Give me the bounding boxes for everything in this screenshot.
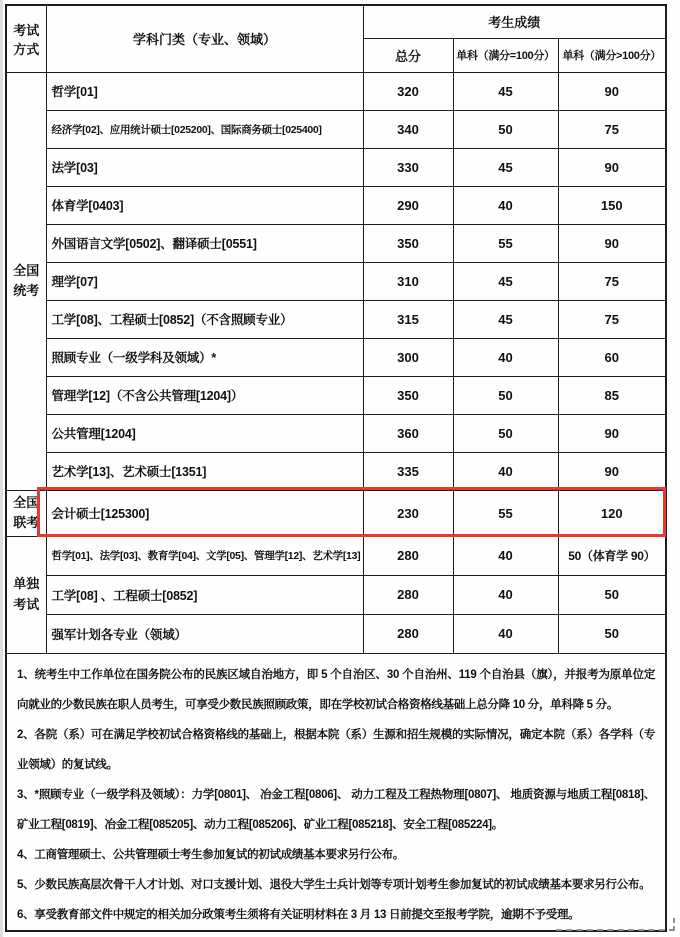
group-label-national-joint: 全国联考 bbox=[6, 490, 46, 536]
single-eq100-cell: 45 bbox=[453, 72, 558, 110]
total-cell: 330 bbox=[363, 148, 453, 186]
single-gt100-cell: 90 bbox=[558, 452, 666, 490]
table-header-row-1 bbox=[6, 5, 666, 38]
total-cell: 360 bbox=[363, 414, 453, 452]
note-paragraph-1: 1、统考生中工作单位在国务院公布的民族区域自治地方，即 5 个自治区、30 个自治州、119 个自治县（旗），并报考为原单位定向就业的少数民族在职人员考生，可享受少数民族照顾政策，即在学校初试合格资格线基础上总分降 10 分，单科降 5 分。 bbox=[17, 668, 656, 711]
single-eq100-cell: 40 bbox=[453, 575, 558, 614]
table-row bbox=[6, 148, 666, 186]
table-row bbox=[6, 224, 666, 262]
score-line-table bbox=[5, 4, 667, 932]
single-eq100-cell: 45 bbox=[453, 262, 558, 300]
single-gt100-cell: 120 bbox=[558, 490, 666, 536]
table-row bbox=[6, 575, 666, 614]
total-cell: 340 bbox=[363, 110, 453, 148]
subject-cell: 法学[03] bbox=[46, 148, 363, 186]
single-gt100-cell: 50 bbox=[558, 614, 666, 653]
single-gt100-cell: 90 bbox=[558, 414, 666, 452]
single-eq100-cell: 50 bbox=[453, 376, 558, 414]
table-row bbox=[6, 72, 666, 110]
single-gt100-cell: 90 bbox=[558, 72, 666, 110]
single-subject-gt100-header: 单科（满分>100分） bbox=[558, 38, 666, 72]
notes-row bbox=[6, 653, 666, 931]
single-eq100-cell: 50 bbox=[453, 110, 558, 148]
total-cell: 350 bbox=[363, 224, 453, 262]
total-cell: 350 bbox=[363, 376, 453, 414]
note-paragraph-3: 3、*照顾专业（一级学科及领域）：力学[0801]、 冶金工程[0806]、 动力工程及工程热物理[0807]、 地质资源与地质工程[0818]、矿业工程[0819]、冶金工程[085205]、动力工程[085206]、矿业工程[085218]、安全工程[085224]。 bbox=[17, 788, 656, 831]
total-cell: 315 bbox=[363, 300, 453, 338]
subject-cell: 会计硕士[125300] bbox=[46, 490, 363, 536]
single-eq100-cell: 40 bbox=[453, 614, 558, 653]
total-cell: 230 bbox=[363, 490, 453, 536]
subject-cell: 管理学[12]（不含公共管理[1204]） bbox=[46, 376, 363, 414]
total-cell: 290 bbox=[363, 186, 453, 224]
single-gt100-cell: 75 bbox=[558, 300, 666, 338]
scan-edge-artifact bbox=[0, 0, 3, 937]
single-eq100-cell: 45 bbox=[453, 300, 558, 338]
note-paragraph-4: 4、工商管理硕士、公共管理硕士考生参加复试的初试成绩基本要求另行公布。 bbox=[17, 848, 404, 861]
subject-cell: 哲学[01]、法学[03]、教育学[04]、文学[05]、管理学[12]、艺术学[13] bbox=[46, 536, 363, 575]
single-gt100-cell: 60 bbox=[558, 338, 666, 376]
single-gt100-cell: 90 bbox=[558, 224, 666, 262]
note-paragraph-2: 2、各院（系）可在满足学校初试合格资格线的基础上，根据本院（系）生源和招生规模的实际情况，确定本院（系）各学科（专业领域）的复试线。 bbox=[17, 728, 656, 771]
single-eq100-cell: 40 bbox=[453, 452, 558, 490]
total-cell: 300 bbox=[363, 338, 453, 376]
table-row bbox=[6, 376, 666, 414]
total-cell: 310 bbox=[363, 262, 453, 300]
single-gt100-cell: 75 bbox=[558, 262, 666, 300]
subject-cell: 照顾专业（一级学科及领域）* bbox=[46, 338, 363, 376]
subject-cell: 体育学[0403] bbox=[46, 186, 363, 224]
group-label-separate-exam: 单独考试 bbox=[6, 536, 46, 653]
table-row bbox=[6, 262, 666, 300]
subject-cell: 工学[08] 、工程硕士[0852] bbox=[46, 575, 363, 614]
table-row bbox=[6, 536, 666, 575]
single-gt100-cell: 75 bbox=[558, 110, 666, 148]
exam-method-header: 考试方式 bbox=[6, 5, 46, 72]
total-cell: 280 bbox=[363, 536, 453, 575]
single-eq100-cell: 40 bbox=[453, 338, 558, 376]
subject-cell: 艺术学[13]、艺术硕士[1351] bbox=[46, 452, 363, 490]
table-row bbox=[6, 186, 666, 224]
single-eq100-cell: 50 bbox=[453, 414, 558, 452]
single-gt100-cell: 50（体育学 90） bbox=[558, 536, 666, 575]
subject-cell: 公共管理[1204] bbox=[46, 414, 363, 452]
subject-category-header: 学科门类（专业、领域） bbox=[46, 5, 363, 72]
table-row bbox=[6, 414, 666, 452]
single-gt100-cell: 50 bbox=[558, 575, 666, 614]
table-row bbox=[6, 110, 666, 148]
note-paragraph-5: 5、少数民族高层次骨干人才计划、对口支援计划、退役大学生士兵计划等专项计划考生参加复试的初试成绩基本要求另行公布。 bbox=[17, 878, 651, 891]
subject-cell: 哲学[01] bbox=[46, 72, 363, 110]
subject-cell: 理学[07] bbox=[46, 262, 363, 300]
subject-cell: 强军计划各专业（领域） bbox=[46, 614, 363, 653]
candidate-score-header: 考生成绩 bbox=[363, 5, 666, 38]
single-eq100-cell: 55 bbox=[453, 224, 558, 262]
single-subject-eq100-header: 单科（满分=100分） bbox=[453, 38, 558, 72]
table-row bbox=[6, 452, 666, 490]
total-cell: 280 bbox=[363, 575, 453, 614]
single-eq100-cell: 45 bbox=[453, 148, 558, 186]
table-row-highlighted bbox=[6, 490, 666, 536]
subject-cell: 外国语言文学[0502]、翻译硕士[0551] bbox=[46, 224, 363, 262]
subject-cell: 工学[08]、工程硕士[0852]（不含照顾专业） bbox=[46, 300, 363, 338]
table-row bbox=[6, 338, 666, 376]
single-gt100-cell: 90 bbox=[558, 148, 666, 186]
total-cell: 335 bbox=[363, 452, 453, 490]
total-score-header: 总分 bbox=[363, 38, 453, 72]
single-gt100-cell: 85 bbox=[558, 376, 666, 414]
single-eq100-cell: 55 bbox=[453, 490, 558, 536]
subject-cell: 经济学[02]、应用统计硕士[025200]、国际商务硕士[025400] bbox=[46, 110, 363, 148]
single-eq100-cell: 40 bbox=[453, 186, 558, 224]
group-label-national-unified: 全国统考 bbox=[6, 72, 46, 490]
table-row bbox=[6, 300, 666, 338]
table-row bbox=[6, 614, 666, 653]
note-paragraph-6: 6、享受教育部文件中规定的相关加分政策考生须将有关证明材料在 3 月 13 日前提交至报考学院，逾期不予受理。 bbox=[17, 908, 580, 921]
single-eq100-cell: 40 bbox=[453, 536, 558, 575]
total-cell: 280 bbox=[363, 614, 453, 653]
total-cell: 320 bbox=[363, 72, 453, 110]
notes-section bbox=[6, 653, 666, 931]
single-gt100-cell: 150 bbox=[558, 186, 666, 224]
